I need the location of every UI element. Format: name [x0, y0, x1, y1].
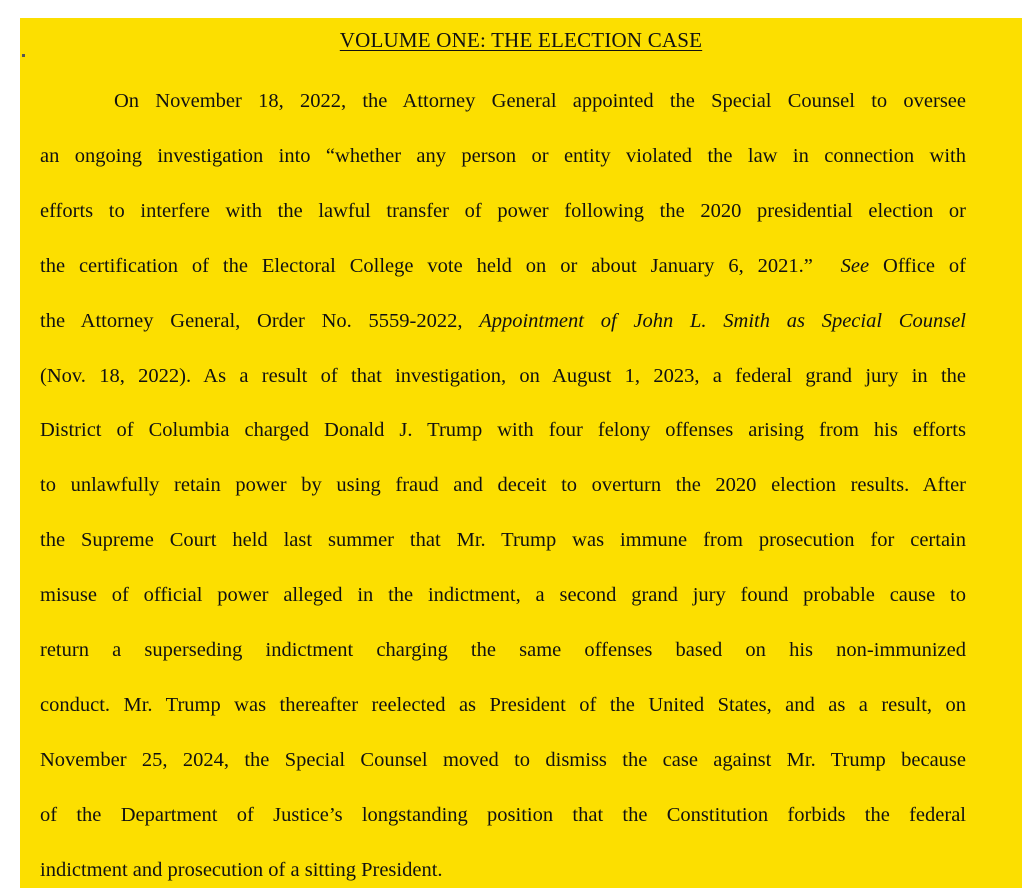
text-segment: the Attorney General, Order No. 5559-2022, — [40, 309, 480, 332]
paragraph-line-with-citation — [40, 239, 966, 294]
order-title: Appointment of John L. Smith as Special Counsel — [479, 309, 966, 332]
document-page — [20, 18, 1022, 888]
paragraph-line: of the Department of Justice’s longstanding position that the Constitution forbids the federal — [40, 803, 966, 826]
citation-signal: See — [840, 254, 870, 277]
body-paragraph — [40, 74, 966, 888]
paragraph-line: the Supreme Court held last summer that Mr. Trump was immune from prosecution for certain — [40, 529, 966, 552]
paragraph-line: (Nov. 18, 2022). As a result of that investigation, on August 1, 2023, a federal grand jury in the — [40, 364, 966, 387]
paragraph-line: efforts to interfere with the lawful transfer of power following the 2020 presidential election or — [40, 199, 966, 222]
section-heading: VOLUME ONE: THE ELECTION CASE — [339, 28, 703, 52]
text-segment: the certification of the Electoral College vote held on or about January 6, 2021.” — [40, 254, 813, 277]
paragraph-line-with-title — [40, 294, 966, 349]
paragraph-line: On November 18, 2022, the Attorney General appointed the Special Counsel to oversee — [114, 90, 966, 112]
paragraph-line: November 25, 2024, the Special Counsel moved to dismiss the case against Mr. Trump because — [40, 748, 966, 771]
scan-edge-mark — [22, 54, 25, 57]
text-segment: Office of — [869, 254, 967, 277]
paragraph-line: to unlawfully retain power by using fraud and deceit to overturn the 2020 election results. After — [40, 474, 966, 497]
paragraph-line: indictment and prosecution of a sitting President. — [40, 858, 443, 881]
paragraph-line: an ongoing investigation into “whether any person or entity violated the law in connection with — [40, 144, 966, 167]
paragraph-line: misuse of official power alleged in the indictment, a second grand jury found probable cause to — [40, 584, 966, 607]
paragraph-line: return a superseding indictment charging the same offenses based on his non-immunized — [40, 639, 966, 662]
paragraph-line: District of Columbia charged Donald J. Trump with four felony offenses arising from his efforts — [40, 419, 966, 442]
paragraph-line: conduct. Mr. Trump was thereafter reelected as President of the United States, and as a result, on — [40, 693, 966, 716]
